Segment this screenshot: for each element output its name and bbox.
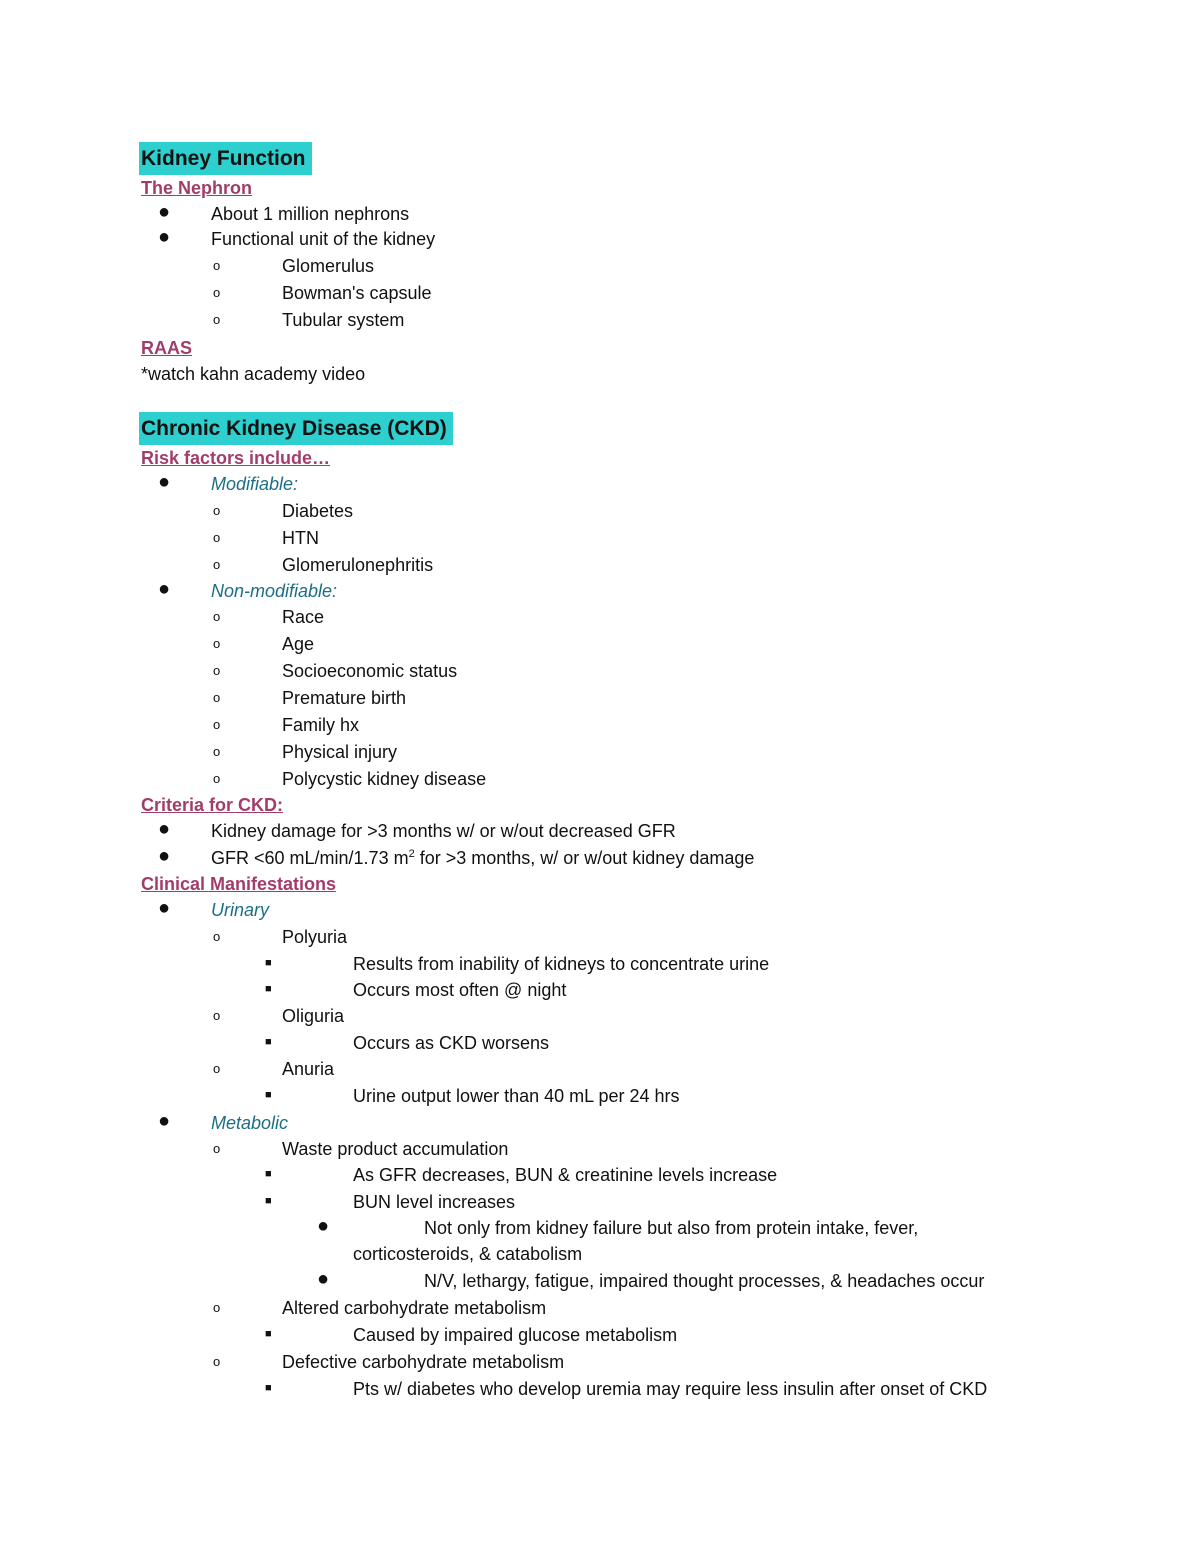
bullet-dot-icon: ●	[158, 1110, 171, 1132]
bullet-circle-icon: o	[213, 557, 221, 572]
bullet-dot-icon: ●	[317, 1215, 330, 1237]
bullet-circle-icon: o	[213, 530, 221, 545]
bullet-circle-icon: o	[213, 1008, 221, 1023]
bullet-circle-icon: o	[213, 663, 221, 678]
bullet-dot-icon: ●	[158, 201, 171, 223]
bullet-circle-icon: o	[213, 258, 221, 273]
subheading-clinical: Clinical Manifestations	[141, 874, 337, 894]
bullet-square-icon: ■	[265, 1328, 272, 1340]
bullet-square-icon: ■	[265, 983, 272, 995]
heading-kidney-function: Kidney Function	[139, 142, 312, 175]
bullet-dot-icon: ●	[158, 578, 171, 600]
bullet-circle-icon: o	[213, 636, 221, 651]
bullet-square-icon: ■	[265, 957, 272, 969]
bullet-square-icon: ■	[265, 1036, 272, 1048]
bullet-dot-icon: ●	[158, 897, 171, 919]
bullet-circle-icon: o	[213, 690, 221, 705]
bullet-circle-icon: o	[213, 717, 221, 732]
bullet-square-icon: ■	[265, 1195, 272, 1207]
subheading-raas: RAAS	[141, 338, 193, 358]
bullet-circle-icon: o	[213, 285, 221, 300]
gfr-criteria-text: GFR <60 mL/min/1.73 $m^2$ for >3 months, w/ or w/out kidney damage	[211, 848, 755, 868]
bullet-square-icon: ■	[265, 1382, 272, 1394]
document-page: Kidney Function The Nephron ● About 1 million nephrons ● Functional unit of the kidney o Glomerulus o Bowman's capsule o Tubular system RAAS *watch kahn academy video Chronic Kidney Disease (CKD) Risk factors include… ● Modifiable: o Diabetes o HTN o Glomerulonephritis ● Non-modifiable: o Race o Age o Socioeconomic status o Premature birth o Family hx o Physical injury o Polycystic kidney disease Criteria for CKD: ● Kidney damage for >3 months w/ or w/out decreased GFR ● GFR <60 mL/min/1.73 $m^2$ for >3 months, w/ or w/out kidney damage Clinical Manifestations ● Urinary o Polyuria ■ Results from inability of kidneys to concentrate urine ■ Occurs most often @ night o Oliguria ■ Occurs as CKD worsens o Anuria ■ Urine output lower than 40 mL per 24 hrs ● Metabolic o Waste product accumulation ■ As GFR decreases, BUN & creatinine levels increase ■ BUN level increases ● Not only from kidney failure but also from protein intake, fever, corticosteroids, & catabolism ● N/V, lethargy, fatigue, impaired thought processes, & headaches occur o Altered carbohydrate metabolism ■ Caused by impaired glucose metabolism o Defective carbohydrate metabolism ■ Pts w/ diabetes who develop uremia may require less insulin after onset of CKD	[0, 0, 1200, 1553]
bullet-circle-icon: o	[213, 609, 221, 624]
subheading-nephron: The Nephron	[141, 178, 252, 198]
bullet-dot-icon: ●	[317, 1268, 330, 1290]
subheading-criteria: Criteria for CKD:	[141, 795, 284, 815]
bullet-circle-icon: o	[213, 1061, 221, 1076]
bullet-circle-icon: o	[213, 929, 221, 944]
subheading-risk-factors: Risk factors include…	[141, 448, 331, 468]
bullet-circle-icon: o	[213, 503, 221, 518]
bullet-circle-icon: o	[213, 744, 221, 759]
bullet-square-icon: ■	[265, 1089, 272, 1101]
heading-ckd: Chronic Kidney Disease (CKD)	[139, 412, 453, 445]
bullet-circle-icon: o	[213, 1141, 221, 1156]
bullet-circle-icon: o	[213, 1300, 221, 1315]
bullet-dot-icon: ●	[158, 471, 171, 493]
bullet-dot-icon: ●	[158, 818, 171, 840]
bullet-dot-icon: ●	[158, 226, 171, 248]
bullet-square-icon: ■	[265, 1168, 272, 1180]
bullet-circle-icon: o	[213, 1354, 221, 1369]
bullet-circle-icon: o	[213, 312, 221, 327]
bullet-dot-icon: ●	[158, 845, 171, 867]
bullet-circle-icon: o	[213, 771, 221, 786]
